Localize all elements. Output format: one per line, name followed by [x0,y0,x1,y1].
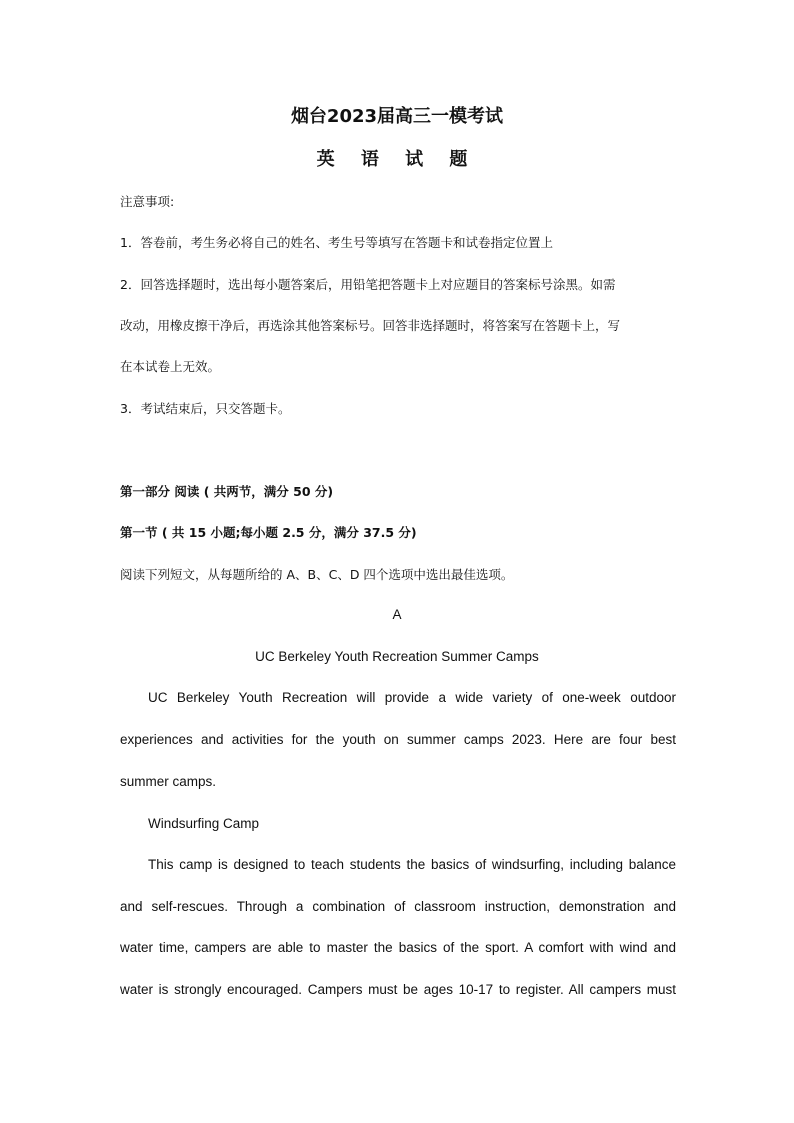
subject-title: 英 语 试 题 [316,149,478,170]
passage-title: UC Berkeley Youth Recreation Summer Camps [255,649,539,664]
intro-line-1: UC Berkeley Youth Recreation will provide a wide variety of one-week outdoor [148,690,676,705]
notice-heading: 注意事项: [120,194,175,209]
camp-desc-line-1: This camp is designed to teach students the basics of windsurfing, including balance [148,857,676,872]
intro-line-2: experiences and activities for the youth on summer camps 2023. Here are four best [120,732,676,747]
section-heading: 第一节 ( 共 15 小题;每小题 2.5 分，满分 37.5 分) [120,525,417,540]
intro-line-3: summer camps. [120,774,217,789]
section-instruction: 阅读下列短文，从每题所给的 A、B、C、D 四个选项中选出最佳选项。 [120,567,514,582]
camp-desc-line-2: and self-rescues. Through a combination of classroom instruction, demonstration and [120,899,676,914]
notice-item-2-line-1: 2．回答选择题时，选出每小题答案后，用铅笔把答题卡上对应题目的答案标号涂黑。如需 [120,277,616,292]
exam-title: 烟台2023届高三一模考试 [290,106,504,127]
notice-item-2-line-3: 在本试卷上无效。 [120,359,221,374]
notice-item-2-line-2: 改动，用橡皮擦干净后，再选涂其他答案标号。回答非选择题时，将答案写在答题卡上，写 [120,318,621,333]
camp-title-windsurfing: Windsurfing Camp [148,816,260,831]
part-heading: 第一部分 阅读 ( 共两节，满分 50 分) [120,484,334,499]
camp-desc-line-4: water is strongly encouraged. Campers must be ages 10-17 to register. All campers must [120,982,676,997]
passage-label: A [392,607,402,622]
notice-item-1: 1．答卷前，考生务必将自己的姓名、考生号等填写在答题卡和试卷指定位置上 [120,235,553,250]
notice-item-3: 3．考试结束后，只交答题卡。 [120,401,291,416]
camp-desc-line-3: water time, campers are able to master the basics of the sport. A comfort with wind and [120,940,676,955]
